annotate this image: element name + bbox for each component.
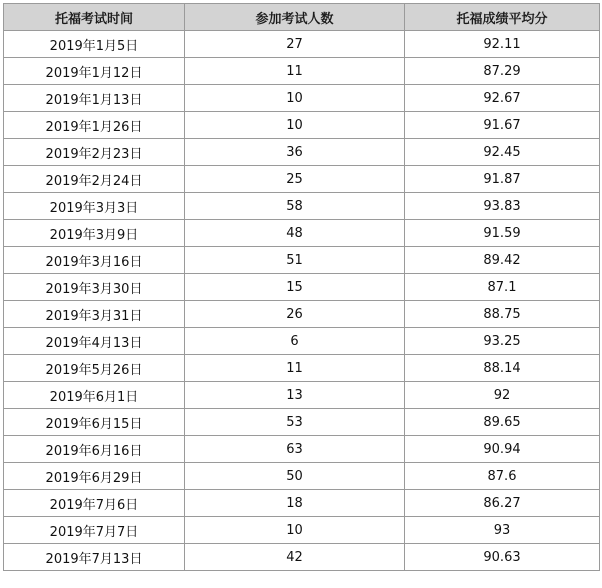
table-row	[4, 463, 600, 490]
cell-average-score: 87.6	[405, 463, 600, 490]
table-row	[4, 328, 600, 355]
table-row	[4, 382, 600, 409]
cell-participant-count: 25	[185, 166, 405, 193]
cell-exam-date: 2019年3月16日	[4, 247, 185, 274]
cell-participant-count: 26	[185, 301, 405, 328]
table-row	[4, 490, 600, 517]
table-row	[4, 193, 600, 220]
cell-participant-count: 63	[185, 436, 405, 463]
cell-participant-count: 51	[185, 247, 405, 274]
cell-average-score: 93	[405, 517, 600, 544]
cell-exam-date: 2019年5月26日	[4, 355, 185, 382]
cell-participant-count: 10	[185, 517, 405, 544]
cell-exam-date: 2019年6月29日	[4, 463, 185, 490]
header-exam-date: 托福考试时间	[4, 4, 185, 31]
cell-average-score: 88.75	[405, 301, 600, 328]
cell-participant-count: 48	[185, 220, 405, 247]
cell-average-score: 91.59	[405, 220, 600, 247]
table-row	[4, 58, 600, 85]
cell-participant-count: 58	[185, 193, 405, 220]
cell-participant-count: 27	[185, 31, 405, 58]
cell-exam-date: 2019年1月13日	[4, 85, 185, 112]
cell-average-score: 90.94	[405, 436, 600, 463]
table-body	[4, 31, 600, 571]
cell-average-score: 87.1	[405, 274, 600, 301]
cell-exam-date: 2019年6月1日	[4, 382, 185, 409]
table-row	[4, 247, 600, 274]
cell-exam-date: 2019年7月13日	[4, 544, 185, 571]
cell-average-score: 92	[405, 382, 600, 409]
cell-exam-date: 2019年1月12日	[4, 58, 185, 85]
header-participant-count: 参加考试人数	[185, 4, 405, 31]
table-row	[4, 31, 600, 58]
cell-average-score: 90.63	[405, 544, 600, 571]
table-row	[4, 85, 600, 112]
cell-participant-count: 6	[185, 328, 405, 355]
cell-exam-date: 2019年6月16日	[4, 436, 185, 463]
cell-exam-date: 2019年3月9日	[4, 220, 185, 247]
cell-participant-count: 15	[185, 274, 405, 301]
table-header	[4, 4, 600, 31]
cell-average-score: 92.67	[405, 85, 600, 112]
cell-participant-count: 11	[185, 355, 405, 382]
table-row	[4, 220, 600, 247]
table-row	[4, 436, 600, 463]
cell-exam-date: 2019年1月5日	[4, 31, 185, 58]
table-row	[4, 544, 600, 571]
cell-exam-date: 2019年1月26日	[4, 112, 185, 139]
cell-average-score: 92.45	[405, 139, 600, 166]
table-row	[4, 301, 600, 328]
cell-exam-date: 2019年6月15日	[4, 409, 185, 436]
cell-participant-count: 11	[185, 58, 405, 85]
table-row	[4, 355, 600, 382]
cell-average-score: 93.25	[405, 328, 600, 355]
cell-exam-date: 2019年4月13日	[4, 328, 185, 355]
cell-average-score: 93.83	[405, 193, 600, 220]
cell-participant-count: 50	[185, 463, 405, 490]
cell-exam-date: 2019年7月7日	[4, 517, 185, 544]
header-row	[4, 4, 600, 31]
cell-exam-date: 2019年3月3日	[4, 193, 185, 220]
cell-average-score: 91.67	[405, 112, 600, 139]
table-row	[4, 112, 600, 139]
cell-exam-date: 2019年7月6日	[4, 490, 185, 517]
table-row	[4, 274, 600, 301]
table-row	[4, 166, 600, 193]
cell-participant-count: 10	[185, 112, 405, 139]
cell-exam-date: 2019年3月31日	[4, 301, 185, 328]
table-row	[4, 139, 600, 166]
cell-average-score: 89.65	[405, 409, 600, 436]
cell-participant-count: 18	[185, 490, 405, 517]
toefl-score-table	[3, 3, 600, 571]
cell-exam-date: 2019年2月23日	[4, 139, 185, 166]
cell-average-score: 88.14	[405, 355, 600, 382]
cell-average-score: 91.87	[405, 166, 600, 193]
cell-participant-count: 42	[185, 544, 405, 571]
toefl-table-container	[3, 3, 599, 571]
cell-exam-date: 2019年2月24日	[4, 166, 185, 193]
cell-average-score: 87.29	[405, 58, 600, 85]
table-row	[4, 409, 600, 436]
cell-average-score: 86.27	[405, 490, 600, 517]
cell-participant-count: 13	[185, 382, 405, 409]
cell-participant-count: 53	[185, 409, 405, 436]
cell-participant-count: 10	[185, 85, 405, 112]
cell-participant-count: 36	[185, 139, 405, 166]
cell-average-score: 89.42	[405, 247, 600, 274]
table-row	[4, 517, 600, 544]
cell-average-score: 92.11	[405, 31, 600, 58]
header-average-score: 托福成绩平均分	[405, 4, 600, 31]
cell-exam-date: 2019年3月30日	[4, 274, 185, 301]
